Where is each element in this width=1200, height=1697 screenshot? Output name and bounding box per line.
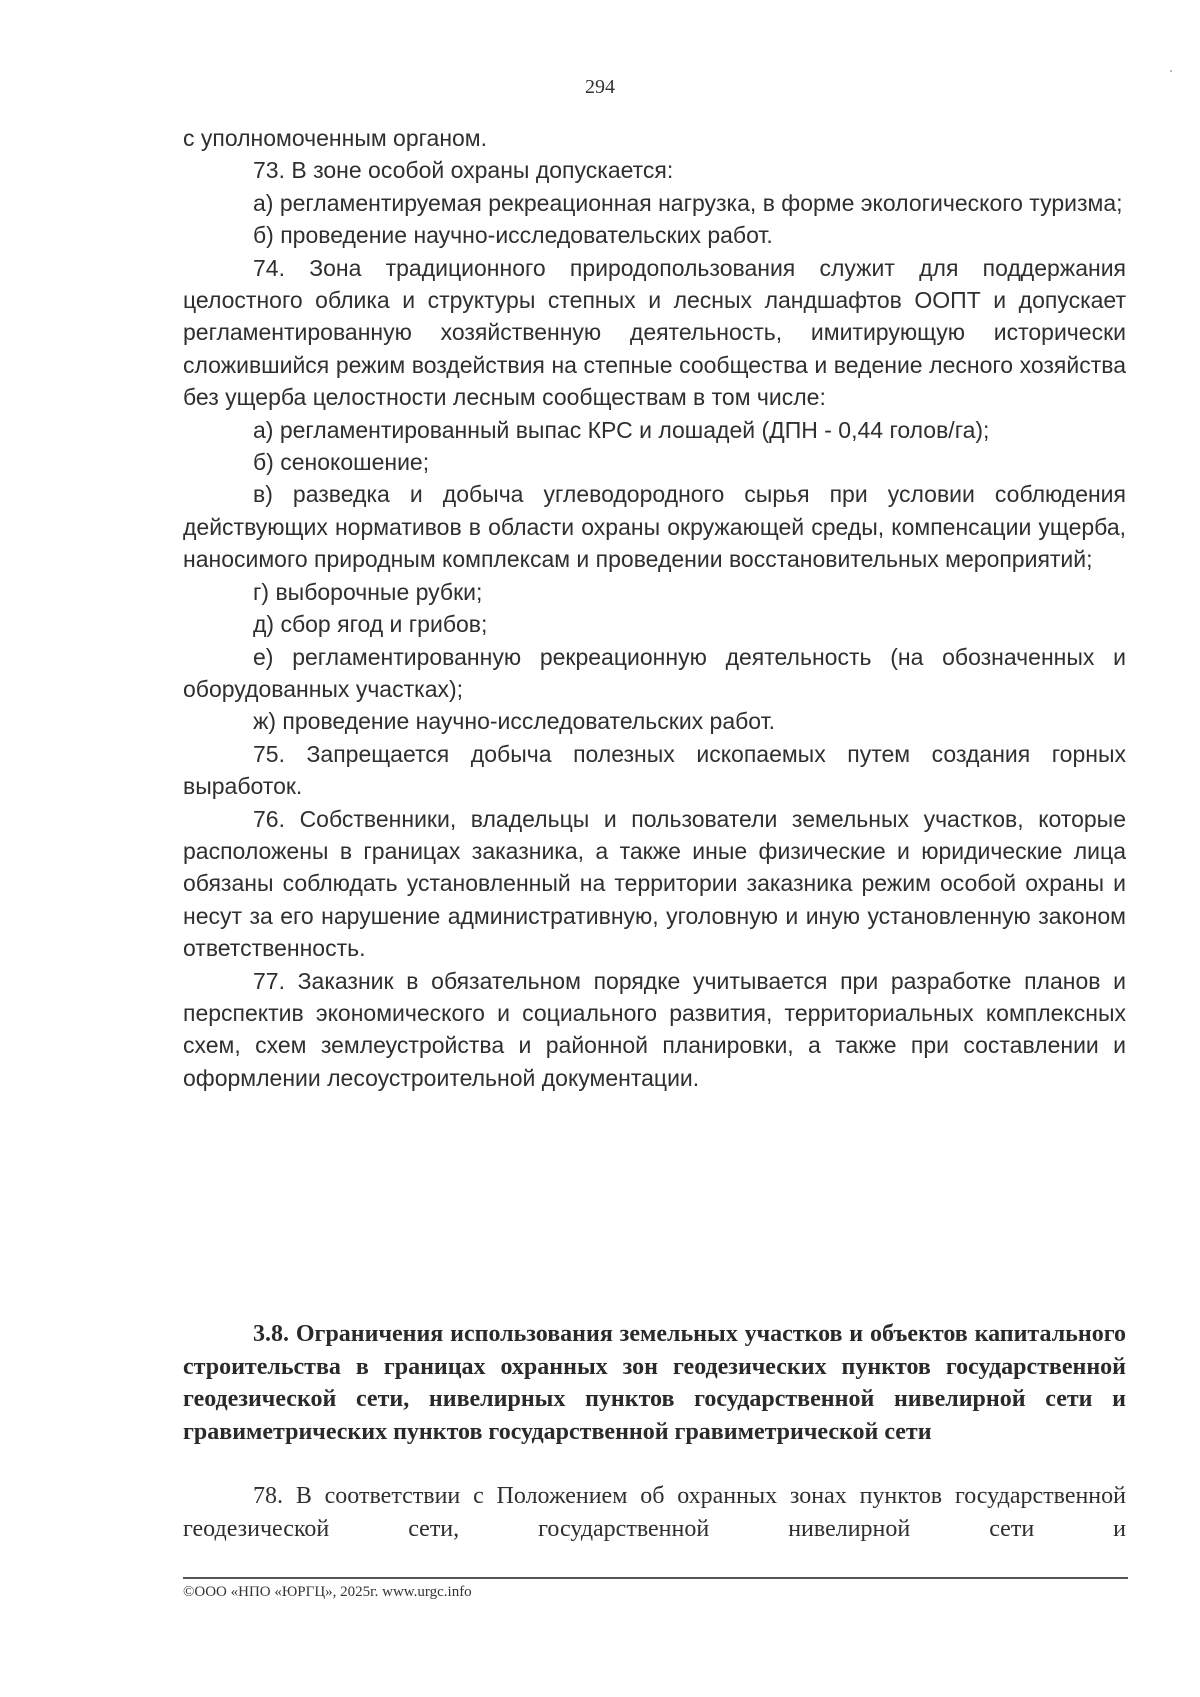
list-item-a: а) регламентируемая рекреационная нагрузка, в форме экологического туризма; [253,189,1123,216]
paragraph-item: 76. Собственники, владельцы и пользователи земельных участков, которые расположены в границах заказника, а также иные физические и юридические лица обязаны соблюдать установленный на территории заказника режим особой охраны и несут за его нарушение административную, уголовную и иную установленную законом ответственность. [183,805,1126,962]
paragraph-item: 74. Зона традиционного природопользования служит для поддержания целостного облика и структуры степных и лесных ландшафтов ООПТ и допускает регламентированную хозяйственную деятельность, имитирующую исторически сложившийся режим воздействия на степные сообщества и ведение лесного хозяйства без ущерба целостности лесным сообществам в том числе: [183,254,1126,411]
list-item-b: б) проведение научно-исследовательских работ. [253,222,773,249]
list-item-zh: ж) проведение научно-исследовательских работ. [253,708,775,735]
list-item-v: в) разведка и добыча углеводородного сырья при условии соблюдения действующих нормативов в области охраны окружающей среды, компенсации ущерба, наносимого природным комплексам и проведении восстановительных мероприятий; [183,481,1126,573]
footer-copyright: ©ООО «НПО «ЮРГЦ», 2025г. www.urgc.info [183,1584,472,1600]
section-body [183,1480,1126,1545]
paragraph: с уполномоченным органом. [183,125,488,151]
list-item-a: а) регламентированный выпас КРС и лошадей (ДПН - 0,44 голов/га); [253,416,990,443]
scan-speck [1170,70,1172,72]
paragraph-item: 78. В соответствии с Положением об охранных зонах пунктов государственной геодезической сети, государственной нивелирной сети и [183,1483,1126,1542]
list-item-d: д) сбор ягод и грибов; [253,611,488,638]
paragraph-item: 75. Запрещается добыча полезных ископаемых путем создания горных выработок. [183,740,1126,800]
paragraph-item: 73. В зоне особой охраны допускается: [253,157,674,184]
paragraph-item: 77. Заказник в обязательном порядке учитывается при разработке планов и перспектив экономического и социального развития, территориальных комплексных схем, схем землеустройства и районной планировки, а также при составлении и оформлении лесоустроительной документации. [183,967,1126,1091]
footer-divider [183,1577,1128,1579]
body-text [183,122,1126,1094]
page-number: 294 [585,76,615,98]
list-item-e: е) регламентированную рекреационную деятельность (на обозначенных и оборудованных участках); [183,643,1126,702]
list-item-b: б) сенокошение; [253,449,430,476]
section-heading: 3.8. Ограничения использования земельных участков и объектов капитального строительства в границах охранных зон геодезических пунктов государственной геодезической сети, нивелирных пунктов государственной нивелирной сети и гравиметрических пунктов государственной гравиметрической сети [183,1321,1126,1445]
list-item-g: г) выборочные рубки; [253,578,483,605]
